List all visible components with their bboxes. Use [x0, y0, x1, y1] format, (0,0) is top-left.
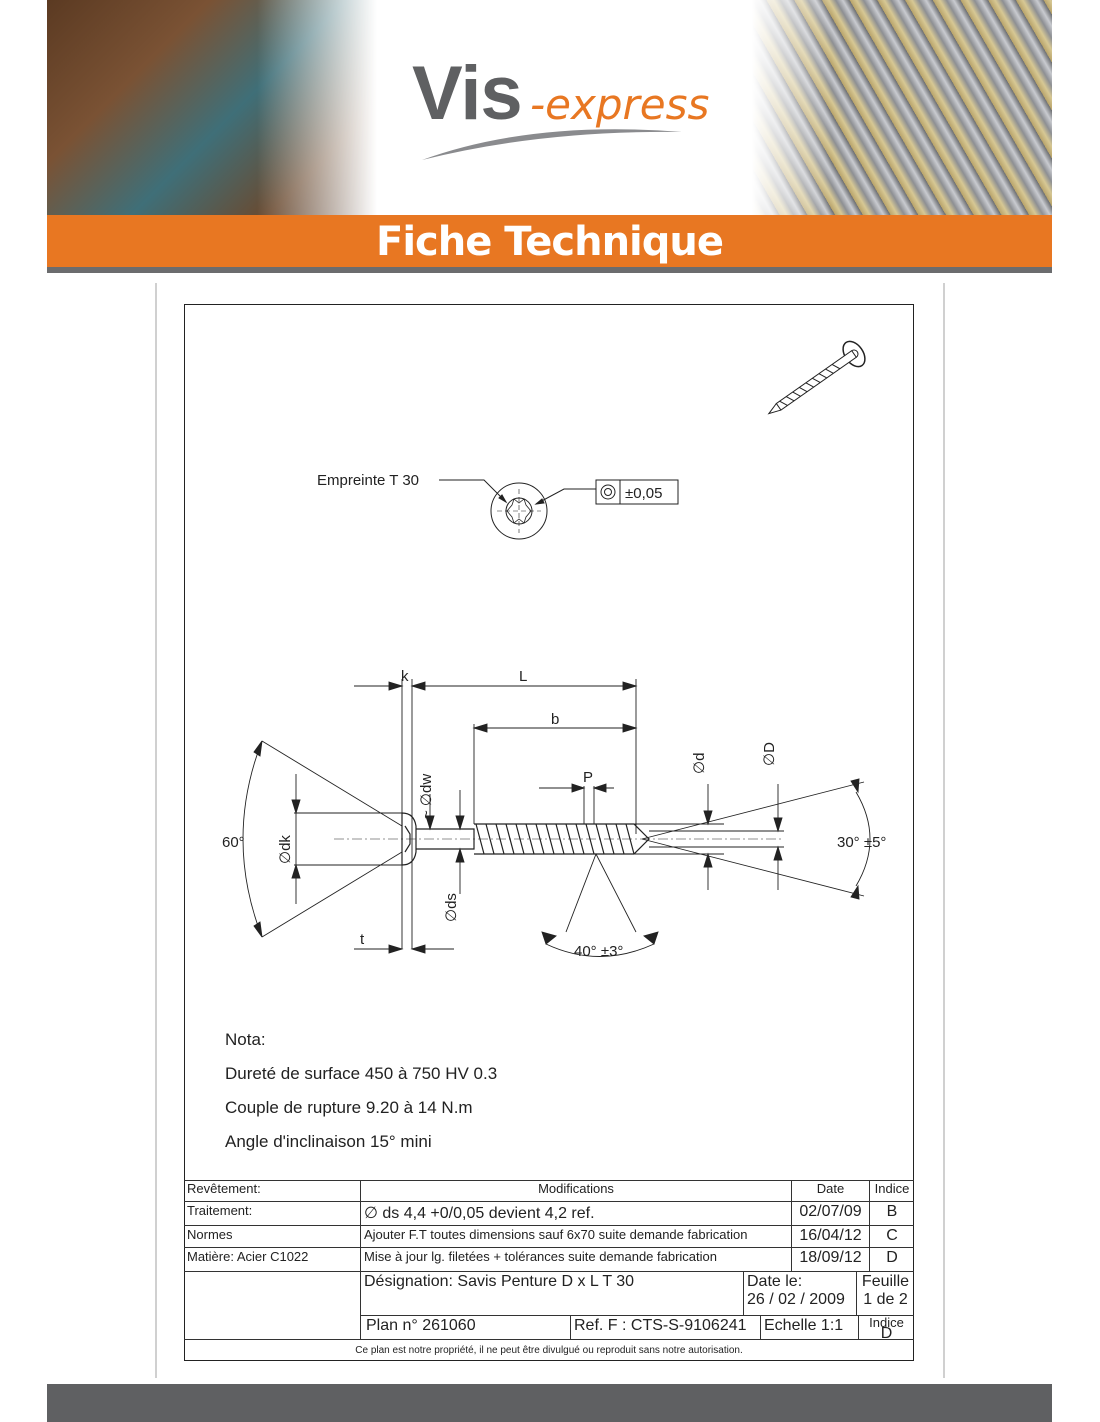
footer-bar	[47, 1384, 1052, 1422]
head-date: Date	[792, 1180, 870, 1202]
feuille-label: Feuille	[861, 1273, 910, 1290]
mod-row-b-indice: B	[870, 1202, 914, 1226]
title-banner	[47, 215, 1052, 267]
dim-dk-label: ∅dk	[277, 835, 294, 864]
feuille-value: 1 de 2	[863, 1291, 908, 1308]
dim-D-label: ∅D	[761, 742, 778, 766]
notes-title: Nota:	[225, 1030, 266, 1049]
date-block	[744, 1272, 857, 1316]
dim-k-label: k	[401, 668, 409, 685]
dim-b-label: b	[551, 711, 560, 728]
mod-row-c-date: 16/04/12	[792, 1226, 870, 1248]
note-torque: Couple de rupture 9.20 à 14 N.m	[225, 1098, 473, 1117]
dim-d-label: ∅d	[691, 752, 708, 774]
dim-ds-label: ∅ds	[443, 893, 460, 922]
head-indice: Indice	[870, 1180, 914, 1202]
head-modifications: Modifications	[361, 1180, 792, 1202]
logo-swoosh	[412, 50, 712, 170]
field-traitement: Traitement:	[184, 1202, 361, 1226]
notes-section	[225, 1030, 497, 1166]
ref-number: Ref. F : CTS-S-9106241	[571, 1316, 761, 1340]
plan-number: Plan n° 261060	[361, 1316, 571, 1340]
field-normes: Normes	[184, 1226, 361, 1248]
dim-dw-label: ~ ∅dw	[418, 773, 435, 819]
angle-tip-label: 30° ±5°	[837, 834, 887, 851]
dimension-labels	[222, 668, 886, 960]
screw-side-view	[334, 813, 784, 865]
mod-row-b: ∅ ds 4,4 +0/0,05 devient 4,2 ref.	[361, 1202, 792, 1226]
date-value: 26 / 02 / 2009	[747, 1291, 845, 1308]
dim-P-label: P	[583, 769, 594, 786]
designation: Désignation: Savis Penture D x L T 30	[361, 1272, 744, 1316]
brand-name-main: Vis	[412, 51, 522, 136]
imprint-label: Empreinte T 30	[317, 472, 420, 489]
left-margin-line	[155, 283, 157, 1378]
copyright-note: Ce plan est notre propriété, il ne peut être divulgué ou reproduit sans notre autorisation.	[355, 1345, 743, 1356]
field-revetement: Revêtement:	[184, 1180, 361, 1202]
concentricity-tolerance: ±0,05	[625, 485, 663, 502]
brand-logo	[412, 50, 712, 170]
mod-row-d-indice: D	[870, 1248, 914, 1272]
mod-row-d: Mise à jour lg. filetées + tolérances suite demande fabrication	[361, 1248, 792, 1272]
date-label: Date le:	[747, 1273, 803, 1290]
mod-row-b-date: 02/07/09	[792, 1202, 870, 1226]
mod-row-c: Ajouter F.T toutes dimensions sauf 6x70 suite demande fabrication	[361, 1226, 792, 1248]
field-blank	[184, 1272, 361, 1340]
brand-name-suffix: -express	[530, 80, 710, 129]
dim-t-label: t	[360, 931, 365, 948]
note-angle: Angle d'inclinaison 15° mini	[225, 1132, 432, 1151]
header-photo-screws	[752, 0, 1052, 215]
right-margin-line	[943, 283, 945, 1378]
title-block	[184, 1180, 914, 1361]
field-matiere: Matière: Acier C1022	[184, 1248, 361, 1272]
note-hardness: Dureté de surface 450 à 750 HV 0.3	[225, 1064, 498, 1083]
indice-label: Indice	[869, 1316, 904, 1330]
screw-illustration-icon	[761, 337, 870, 425]
header-photo-toolbox	[47, 0, 377, 215]
angle-thread-label: 40° ±3°	[574, 943, 624, 960]
banner-divider	[47, 267, 1052, 273]
dim-L-label: L	[519, 668, 528, 685]
indice-block	[859, 1316, 914, 1340]
angle-head-label: 60°	[222, 834, 245, 851]
mod-row-d-date: 18/09/12	[792, 1248, 870, 1272]
header	[47, 0, 1052, 215]
page-title: Fiche Technique	[376, 219, 723, 265]
indice-value: D	[880, 1325, 893, 1340]
scale: Echelle 1:1	[761, 1316, 859, 1340]
feuille-block	[857, 1272, 914, 1316]
mod-row-c-indice: C	[870, 1226, 914, 1248]
